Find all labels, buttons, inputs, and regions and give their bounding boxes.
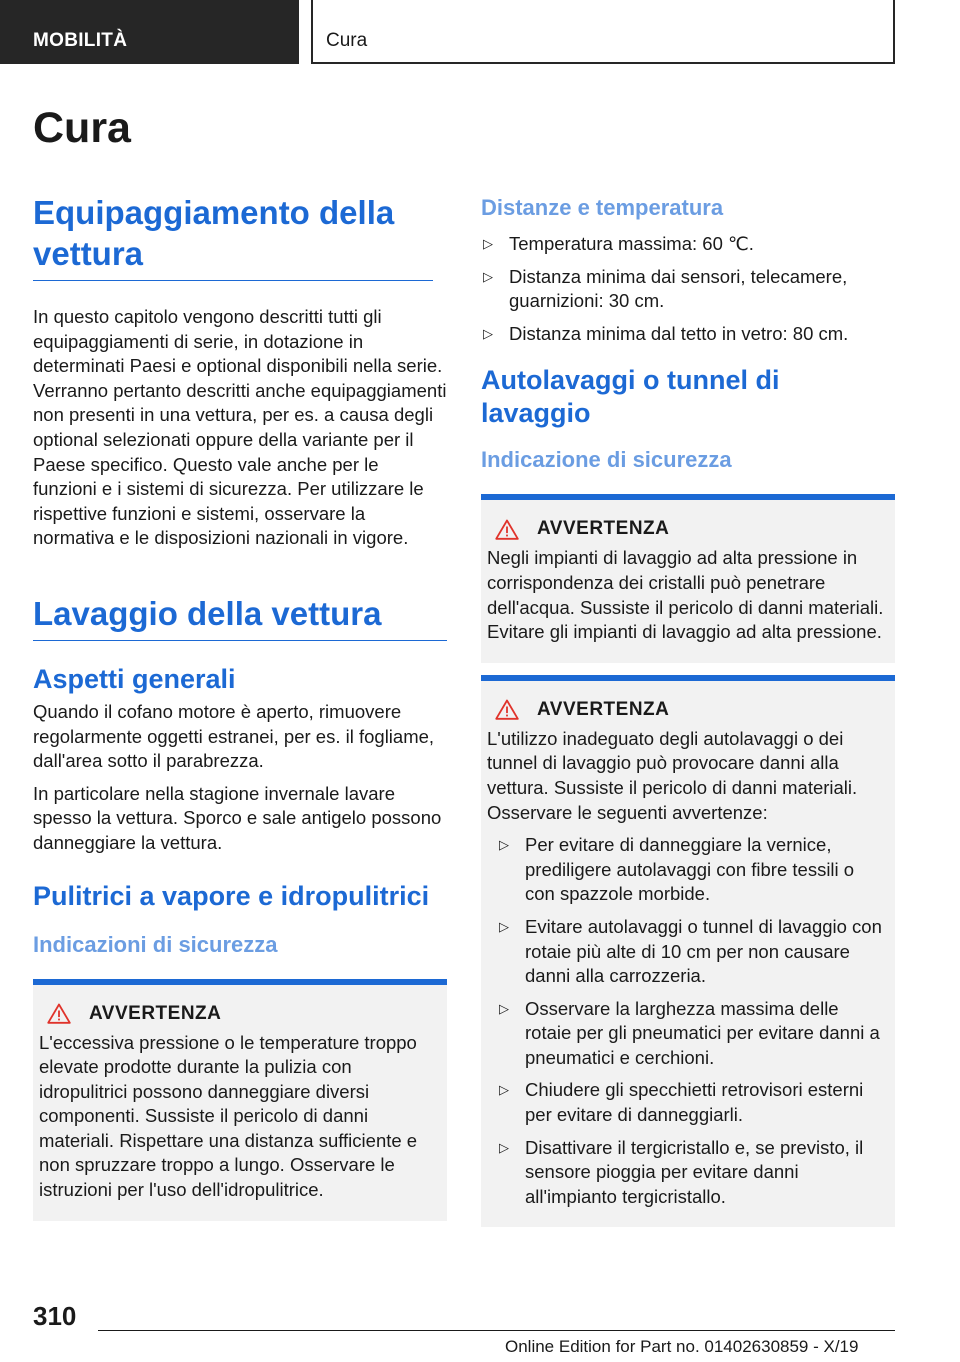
- heading-pulitrici: Pulitrici a vapore e idropulitrici: [33, 880, 430, 911]
- list-item: ▷ Evitare autolavaggi o tunnel di lavaggio con rotaie più alte di 10 cm per non causare danni alla carrozzeria.: [499, 915, 882, 987]
- warning-box-idropulitrici: [33, 979, 447, 1221]
- heading-aspetti-generali: Aspetti generali: [33, 663, 236, 694]
- warning-header: [495, 699, 889, 721]
- page-number: 310: [33, 1301, 77, 1331]
- bullet-triangle-icon: ▷: [483, 268, 493, 284]
- list-item: ▷ Per evitare di danneggiare la vernice, prediligere autolavaggi con fibre tessili o con spazzole morbide.: [499, 834, 855, 905]
- paragraph-aspetti-2: In particolare nella stagione invernale lavare spesso la vettura. Sporco e sale antigelo possono danneggiare la vettura.: [33, 782, 442, 853]
- warning-icon: [495, 699, 519, 720]
- bullet-triangle-icon: ▷: [499, 1082, 509, 1098]
- warning-label: AVVERTENZA: [89, 1002, 222, 1024]
- heading-autolavaggi: Autolavaggi o tunnel di lavaggio: [481, 365, 780, 429]
- warning-label: AVVERTENZA: [537, 698, 670, 720]
- warning-icon: [495, 519, 519, 540]
- list-item: ▷ Osservare la larghezza massima delle rotaie per gli pneumatici per evitare danni a pneumatici e cerchioni.: [499, 997, 880, 1068]
- warning-header: [47, 1003, 441, 1025]
- bullet-triangle-icon: ▷: [499, 837, 509, 853]
- left-column: [33, 192, 447, 1221]
- list-item: ▷ Chiudere gli specchietti retrovisori esterni per evitare di danneggiarli.: [499, 1079, 864, 1126]
- footer-divider: [98, 1330, 895, 1331]
- bullet-triangle-icon: ▷: [499, 1139, 509, 1155]
- paragraph-aspetti-1: Quando il cofano motore è aperto, rimuovere regolarmente oggetti estranei, per es. il fogliame, dall'area sotto il parabrezza.: [33, 700, 435, 772]
- heading-distanze-temperatura: Distanze e temperatura: [481, 195, 724, 220]
- warning-header: [495, 518, 889, 540]
- heading-lavaggio: Lavaggio della vettura: [33, 593, 447, 641]
- list-item: ▷ Temperatura massima: 60 ℃.: [481, 232, 895, 257]
- distanze-list: [481, 232, 895, 346]
- section-label: MOBILITÀ: [33, 30, 128, 51]
- footer-edition: Online Edition for Part no. 01402630859 - X/19: [505, 1337, 859, 1356]
- list-item: ▷ Disattivare il tergicristallo e, se previsto, il sensore pioggia per evitare danni all'impianto tergicristallo.: [499, 1136, 864, 1207]
- warning-icon: [47, 1003, 71, 1024]
- warning-list: [497, 833, 889, 1209]
- bullet-triangle-icon: ▷: [499, 1000, 509, 1016]
- bullet-triangle-icon: ▷: [483, 325, 493, 341]
- list-item: ▷ Distanza minima dal tetto in vetro: 80 cm.: [481, 322, 895, 347]
- warning-text: L'utilizzo inadeguato degli autolavaggi o dei tunnel di lavaggio può provocare danni alla vettura. Sussiste il pericolo di danni materiali. Osservare le seguenti avvertenze:: [487, 727, 858, 823]
- heading-equipaggiamento: Equipaggiamento della vettura: [33, 192, 433, 281]
- heading-indicazione-sicurezza: Indicazione di sicurezza: [481, 447, 732, 473]
- bullet-triangle-icon: ▷: [483, 236, 493, 251]
- heading-indicazioni-sicurezza: Indicazioni di sicurezza: [33, 931, 278, 957]
- chapter-label: Cura: [326, 30, 368, 51]
- bullet-triangle-icon: ▷: [499, 918, 509, 934]
- section-tab: [0, 0, 299, 64]
- paragraph-equipaggiamento: In questo capitolo vengono descritti tutti gli equipaggiamenti di serie, in dotazione in determinati Paesi e optional disponibili nella serie. Verranno pertanto descritti anche equipaggiamenti non presenti in una vettura, per es. a causa degli optional selezionati oppure della variante per il Paese specifico. Questo vale anche per le funzioni e i sistemi di sicurezza. Per utilizzare le rispettive funzioni e sistemi, osservare la normativa e le disposizioni nazionali in vigore.: [33, 306, 447, 549]
- list-item: ▷ Distanza minima dai sensori, telecamere, guarnizioni: 30 cm.: [483, 265, 848, 312]
- warning-box-autolavaggi: [481, 675, 895, 1228]
- right-column: [481, 192, 895, 1227]
- warning-box-alta-pressione: [481, 494, 895, 662]
- chapter-tab: [311, 0, 895, 64]
- warning-text: Negli impianti di lavaggio ad alta pressione in corrispondenza dei cristalli può penetrare dell'acqua. Sussiste il pericolo di danni materiali. Evitare gli impianti di lavaggio ad alta pressione.: [487, 547, 884, 643]
- warning-label: AVVERTENZA: [537, 518, 670, 540]
- warning-text: L'eccessiva pressione o le temperature troppo elevate prodotte durante la pulizia con idropulitrici possono danneggiare diversi componenti. Sussiste il pericolo di danni materiali. Rispettare una distanza sufficiente e non spruzzare troppo a lungo. Osservare le istruzioni per l'uso dell'idropulitrice.: [39, 1031, 418, 1201]
- page-title: Cura: [33, 104, 131, 152]
